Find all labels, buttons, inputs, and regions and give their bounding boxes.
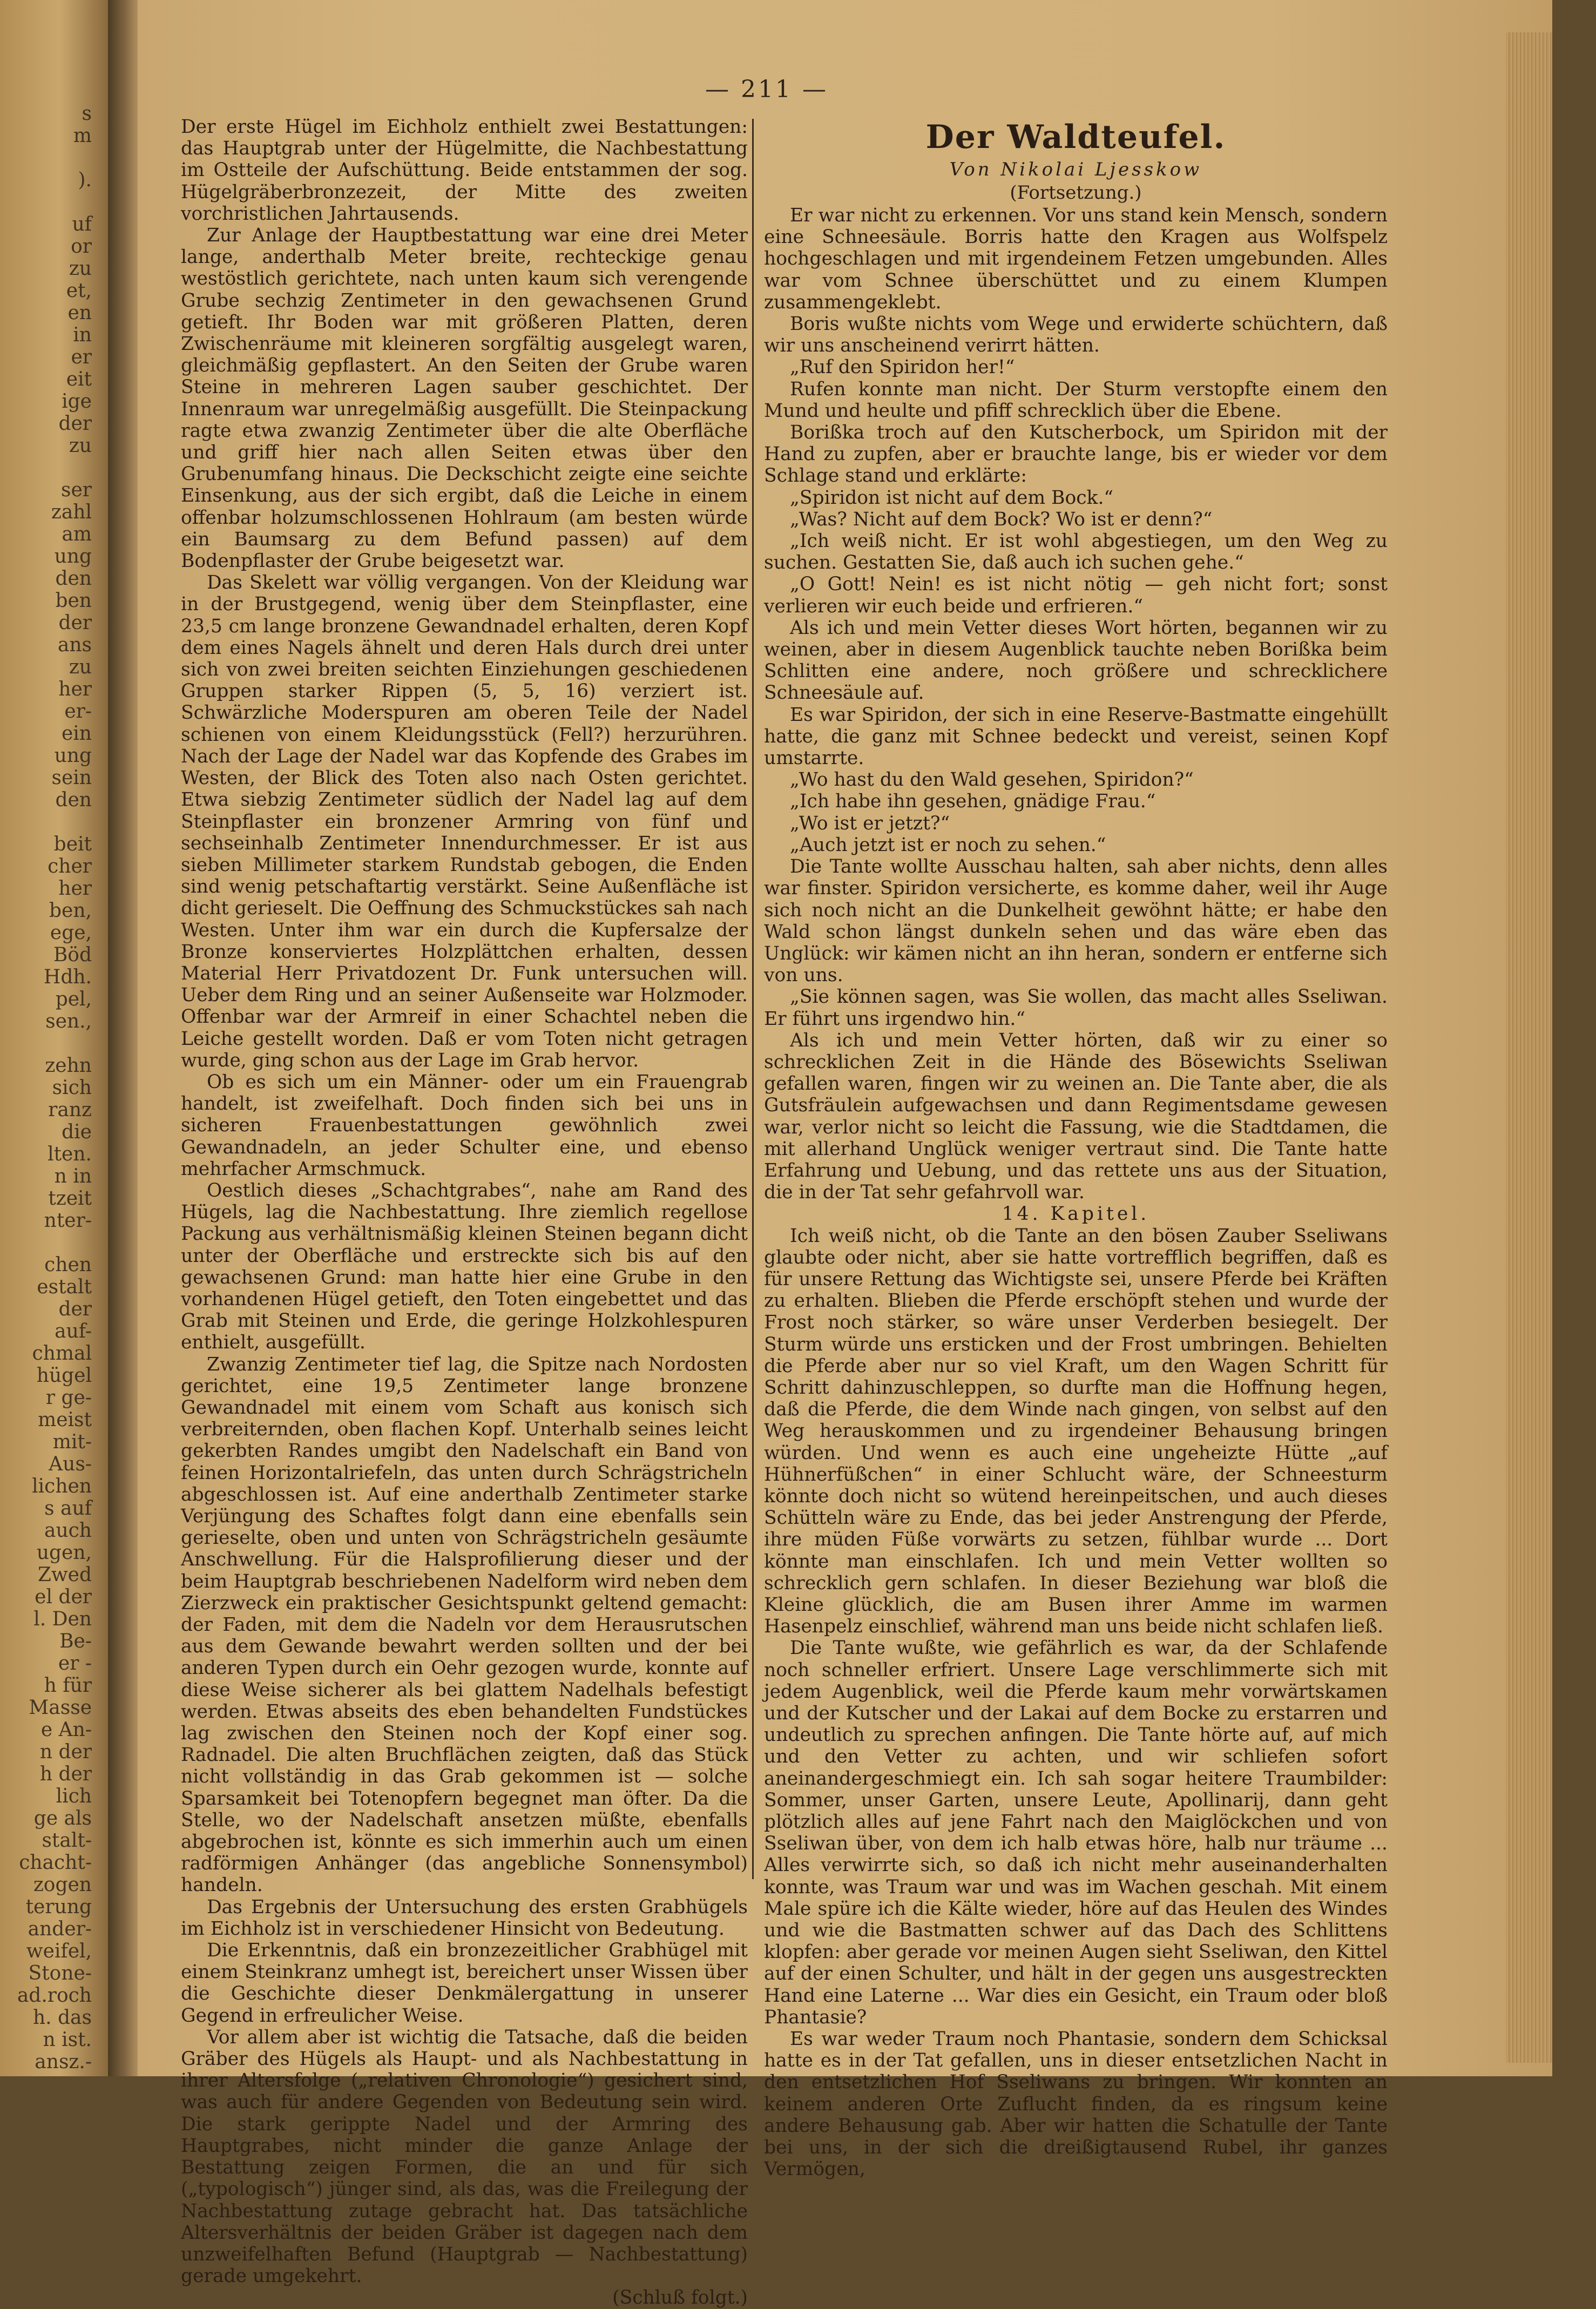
- paragraph: Ich weiß nicht, ob die Tante an den bösen Zauber Sseliwans glaubte oder nicht, aber sie hatte vortrefflich begriffen, daß es für unsere Rettung das Wichtigste sei, unsere Pferde bei Kräften zu erhalten. Blieben die Pferde erschöpft stehen und wurde der Frost noch stärker, so wäre unser Verderben besiegelt. Der Sturm würde uns ersticken und der Frost umbringen. Behielten die Pferde aber nur so viel Kraft, um den Wagen Schritt für Schritt dahinzuschleppen, so durfte man die Hoffnung hegen, daß die Pferde, die dem Winde nach gingen, von selbst auf den Weg herauskommen und zu irgendeiner Behausung bringen würden. Und wenn es auch eine ungeheizte Hütte „auf Hühnerfüßchen“ in einer Schlucht wäre, der Schneesturm könnte doch nicht so wütend hereinpeitschen, und auch dieses Schütteln wäre zu Ende, das bei jeder Anstrengung der Pferde, ihre müden Füße vorwärts zu setzen, fühlbar wurde ... Dort könnte man einschlafen. Ich und mein Vetter wollten so schrecklich gern schlafen. In dieser Beziehung war bloß die Kleine glücklich, die am Busen ihrer Amme im warmen Hasenpelz einschlief, während man uns beide nicht schlafen ließ.: [764, 1225, 1388, 1638]
- continuation-note: (Schluß folgt.): [612, 2287, 748, 2309]
- page-edges: [1506, 32, 1552, 2063]
- paragraph: „O Gott! Nein! es ist nicht nötig — geh nicht fort; sonst verlieren wir euch beide und erfrieren.“: [764, 573, 1388, 617]
- paragraph: Das Ergebnis der Untersuchung des ersten Grabhügels im Eichholz ist in verschiedener Hinsicht von Bedeutung.: [181, 1896, 748, 1940]
- paragraph: Es war weder Traum noch Phantasie, sondern dem Schicksal hatte es in der Tat gefallen, uns in dieser entsetzlichen Nacht in den entsetzlichen Hof Sseliwans zu bringen. Wir konnten an keinem anderen Orte Zuflucht finden, da es ringsum keine andere Behausung gab. Aber wir hatten die Schatulle der Tante bei uns, in der sich die dreißigtausend Rubel, ihr ganzes Vermögen,: [764, 2028, 1388, 2180]
- paragraph: „Wo ist er jetzt?“: [790, 812, 950, 834]
- paragraph: Die Erkenntnis, daß ein bronzezeitlicher Grabhügel mit einem Steinkranz umhegt ist, bereichert unser Wissen über die Geschichte dieser Denkmälergattung in unserer Gegend in erfreulicher Weise.: [181, 1940, 748, 2027]
- paragraph: Die Tante wußte, wie gefährlich es war, da der Schlafende noch schneller erfriert. Unsere Lage verschlimmerte sich mit jedem Augenblick, weil die Pferde kaum mehr vorwärtskamen und der Kutscher und der Lakai auf dem Bocke zu erstarren und undeutlich zu sprechen anfingen. Die Tante hörte auf, auf mich und den Vetter zu achten, und wir schliefen sofort aneinandergeschmiegt ein. Ich sah sogar heitere Traumbilder: Sommer, unser Garten, unsere Leute, Apollinarij, dann geht plötzlich alles auf jene Fahrt nach den Maiglöckchen und von Sseliwan über, von dem ich halb etwas höre, halb nur träume ... Alles verwirrte sich, so daß ich nicht mehr auseinanderhalten konnte, was Traum war und was im Wachen geschah. Mit einem Male spüre ich die Kälte wieder, höre auf das Heulen des Windes und wie die Bastmatten schwer auf das Dach des Schlittens klopfen: aber gerade vor meinen Augen sieht Sseliwan, den Kittel auf der einen Schulter, und hält in der gegen uns ausgestreckten Hand eine Laterne ... War dies ein Gesicht, ein Traum oder bloß Phantasie?: [764, 1637, 1388, 2028]
- left-page-text-fragments: s m ). uf or zu et, en in er eit ige der zu ser zahl am ung den ben der ans zu her er- ein ung sein den beit cher her ben, ege, Böd Hdh. pel, sen., zehn sich ranz die lten. n in tzeit nter- chen estalt der auf- chmal hügel r ge- meist mit- Aus- lichen s auf auch ugen, Zwed el der l. Den Be- er - h für Masse e An- n der h der lich ge als stalt- chacht- zogen terung ander- weifel, Stone- ad.roch h. das n ist. ansz.-: [17, 103, 92, 2073]
- right-column-story: [764, 116, 1388, 2180]
- chapter-heading: 14. Kapitel.: [1002, 1203, 1150, 1225]
- paragraph: „Spiridon ist nicht auf dem Bock.“: [790, 487, 1114, 509]
- page-number: — 211 —: [705, 76, 828, 103]
- book-gutter: [108, 0, 140, 2076]
- paragraph: Er war nicht zu erkennen. Vor uns stand kein Mensch, sondern eine Schneesäule. Borris hatte den Kragen aus Wolfspelz hochgeschlagen und mit irgendeinem Fetzen umgebunden. Alles war vom Schnee überschüttet und zu einem Klumpen zusammengeklebt.: [764, 205, 1388, 313]
- paragraph: Der erste Hügel im Eichholz enthielt zwei Bestattungen: das Hauptgrab unter der Hügelmitte, die Nachbestattung im Ostteile der Aufschüttung. Beide entstammen der sog. Hügelgräberbronzezeit, der Mitte des zweiten vorchristlichen Jahrtausends.: [181, 116, 748, 225]
- paragraph: „Ruf den Spiridon her!“: [790, 356, 1015, 379]
- paragraph: „Auch jetzt ist er noch zu sehen.“: [790, 834, 1106, 856]
- column-divider: [752, 119, 754, 1879]
- paragraph: Es war Spiridon, der sich in eine Reserve-Bastmatte eingehüllt hatte, die ganz mit Schnee bedeckt und vereist, seinen Kopf umstarrte.: [764, 704, 1388, 769]
- paragraph: „Ich habe ihn gesehen, gnädige Frau.“: [790, 791, 1156, 813]
- left-column-article: [181, 116, 748, 2309]
- paragraph: Boris wußte nichts vom Wege und erwiderte schüchtern, daß wir uns anscheinend verirrt hätten.: [764, 313, 1388, 357]
- paragraph: „Wo hast du den Wald gesehen, Spiridon?“: [790, 769, 1194, 791]
- left-page-margin: [0, 0, 108, 2076]
- paragraph: Zwanzig Zentimeter tief lag, die Spitze nach Nordosten gerichtet, eine 19,5 Zentimeter lange bronzene Gewandnadel mit einem vom Schaft aus konisch sich verbreiternden, oben flachen Kopf. Unterhalb seines leicht gekerbten Randes umgibt den Nadelschaft ein Band von feinen Horizontalriefeln, das unten durch Schrägstricheln abgeschlossen ist. Auf eine anderthalb Zentimeter starke Verjüngung des Schaftes folgt dann eine ebenfalls sein gerieselte, oben und unten von Schrägstricheln gesäumte Anschwellung. Für die Halsprofilierung dieser und der beim Hauptgrab beschriebenen Nadelform wird neben dem Zierzweck ein praktischer Gesichtspunkt geltend gemacht: der Faden, mit dem die Nadeln vor dem Herausrutschen aus dem Gewande bewahrt werden sollten und der bei anderen Typen durch ein Oehr gezogen wurde, konnte auf diese Weise sicherer als bei glattem Nadelhals befestigt werden. Etwas abseits des eben behandelten Fundstückes lag zwischen den Steinen noch der Kopf einer sog. Radnadel. Die alten Bruchflächen zeigten, daß das Stück nicht vollständig in das Grab gekommen ist — solche Sparsamkeit bei Totenopfern begegnet man öfter. Da die Stelle, wo der Nadelschaft ansetzen müßte, ebenfalls abgebrochen ist, könnte es sich immerhin auch um einen radförmigen Anhänger (das angebliche Sonnensymbol) handeln.: [181, 1353, 748, 1896]
- story-title: Der Waldteufel.: [925, 118, 1226, 156]
- paragraph: Vor allem aber ist wichtig die Tatsache, daß die beiden Gräber des Hügels als Haupt- und als Nachbestattung in ihrer Altersfolge („relativen Chronologie“) gesichert sind, was auch für andere Gegenden von Bedeutung sein wird. Die stark gerippte Nadel und der Armring des Hauptgrabes, nicht minder die ganze Anlage der Bestattung zeigen Formen, die an und für sich („typologisch“) jünger sind, als das, was die Freilegung der Nachbestattung zutage gebracht hat. Das tatsächliche Altersverhältnis der beiden Gräber ist dagegen nach dem unzweifelhaften Befund (Hauptgrab — Nachbestattung) gerade umgekehrt.: [181, 2026, 748, 2287]
- paragraph: Das Skelett war völlig vergangen. Von der Kleidung war in der Brustgegend, wenig über dem Steinpflaster, eine 23,5 cm lange bronzene Gewandnadel erhalten, deren Kopf dem eines Nagels ähnelt und deren Hals durch drei unter sich von zwei breiten seichten Einziehungen geschiedenen Gruppen starker Rippen (5, 5, 16) verziert ist. Schwärzliche Moderspuren am oberen Teile der Nadel schienen von einem Kleidungsstück (Fell?) herzurühren. Nach der Lage der Nadel war das Kopfende des Grabes im Westen, der Blick des Toten also nach Osten gerichtet. Etwa siebzig Zentimeter südlich der Nadel lag auf dem Steinpflaster ein bronzener Armring von fünf und sechseinhalb Zentimeter Innendurchmesser. Er ist aus sieben Millimeter starkem Rundstab gebogen, die Enden sind wenig petschaftartig verstärkt. Seine Außenfläche ist dicht gerieselt. Die Oeffnung des Schmuckstückes sah nach Westen. Unter ihm war ein durch die Kupfersalze der Bronze konserviertes Holzplättchen erhalten, dessen Material Herr Privatdozent Dr. Funk untersuchen will. Ueber dem Ring und an seiner Außenseite war Holzmoder. Offenbar war der Armreif in einer Schachtel neben die Leiche gestellt worden. Daß er vom Toten nicht getragen wurde, ging schon aus der Lage im Grab hervor.: [181, 572, 748, 1071]
- paragraph: Zur Anlage der Hauptbestattung war eine drei Meter lange, anderthalb Meter breite, rechteckige genau westöstlich gerichtete, nach unten kaum sich verengende Grube sechzig Zentimeter in den gewachsenen Grund getieft. Ihr Boden war mit größeren Platten, deren Zwischenräume mit kleineren sorgfältig ausgelegt waren, gleichmäßig gepflastert. An den Seiten der Grube waren Steine in mehreren Lagen sauber geschichtet. Der Innenraum war unregelmäßig ausgefüllt. Die Steinpackung ragte etwa zwanzig Zentimeter über die alte Oberfläche und griff hier nach allen Seiten etwas über den Grubenumfang hinaus. Die Deckschicht zeigte eine seichte Einsenkung, aus der sich ergibt, daß die Leiche in einem offenbar holzumschlossenen Hohlraum (am besten würde ein Baumsarg zu dem Befund passen) auf dem Bodenpflaster der Grube beigesetzt war.: [181, 225, 748, 572]
- story-author: Von Nikolai Ljesskow: [949, 159, 1202, 180]
- paragraph: Die Tante wollte Ausschau halten, sah aber nichts, denn alles war finster. Spiridon versicherte, es komme daher, weil ihr Auge sich noch nicht an die Dunkelheit gewöhnt hätte; er habe den Wald schon längst dunkeln sehen und das wäre eben das Unglück: wir kämen nicht an ihn heran, sondern er entferne sich von uns.: [764, 856, 1388, 987]
- continuation-label: (Fortsetzung.): [1010, 182, 1142, 204]
- paragraph: „Was? Nicht auf dem Bock? Wo ist er denn?“: [790, 508, 1213, 530]
- paragraph: Borißka troch auf den Kutscherbock, um Spiridon mit der Hand zu zupfen, aber er brauchte lange, bis er wieder vor dem Schlage stand und erklärte:: [764, 422, 1388, 487]
- paragraph: Oestlich dieses „Schachtgrabes“, nahe am Rand des Hügels, lag die Nachbestattung. Ihre ziemlich regellose Packung aus verhältnismäßig kleinen Steinen begann dicht unter der Oberfläche und erstreckte sich bis auf den gewachsenen Grund: man hatte hier eine Grube in den vorhandenen Hügel getieft, den Toten eingebettet und das Grab mit Steinen und Erde, die geringe Holzkohlespuren enthielt, ausgefüllt.: [181, 1179, 748, 1354]
- paragraph: „Sie können sagen, was Sie wollen, das macht alles Sseliwan. Er führt uns irgendwo hin.“: [764, 986, 1388, 1030]
- paragraph: Ob es sich um ein Männer- oder um ein Frauengrab handelt, ist zweifelhaft. Doch finden sich bei uns in sicheren Frauenbestattungen gewöhnlich zwei Gewandnadeln, an jeder Schulter eine, und ebenso mehrfacher Armschmuck.: [181, 1071, 748, 1180]
- paragraph: Rufen konnte man nicht. Der Sturm verstopfte einem den Mund und heulte und pfiff schrecklich über die Ebene.: [764, 378, 1388, 422]
- paragraph: Als ich und mein Vetter hörten, daß wir zu einer so schrecklichen Zeit in die Hände des Bösewichts Sseliwan gefallen waren, fingen wir zu weinen an. Die Tante aber, die als Gutsfräulein aufgewachsen und dann Regimentsdame gewesen war, verlor nicht so leicht die Fassung, wie die Stadtdamen, die mit allerhand Unglück weniger vertraut sind. Die Tante hatte Erfahrung und Uebung, und das rettete uns aus der Situation, die in der Tat sehr gefahrvoll war.: [764, 1029, 1388, 1204]
- paragraph: Als ich und mein Vetter dieses Wort hörten, begannen wir zu weinen, aber in diesem Augenblick tauchte neben Borißka beim Schlitten eine andere, noch größere und schrecklichere Schneesäule auf.: [764, 617, 1388, 704]
- paragraph: „Ich weiß nicht. Er ist wohl abgestiegen, um den Weg zu suchen. Gestatten Sie, daß auch ich suchen gehe.“: [764, 530, 1388, 574]
